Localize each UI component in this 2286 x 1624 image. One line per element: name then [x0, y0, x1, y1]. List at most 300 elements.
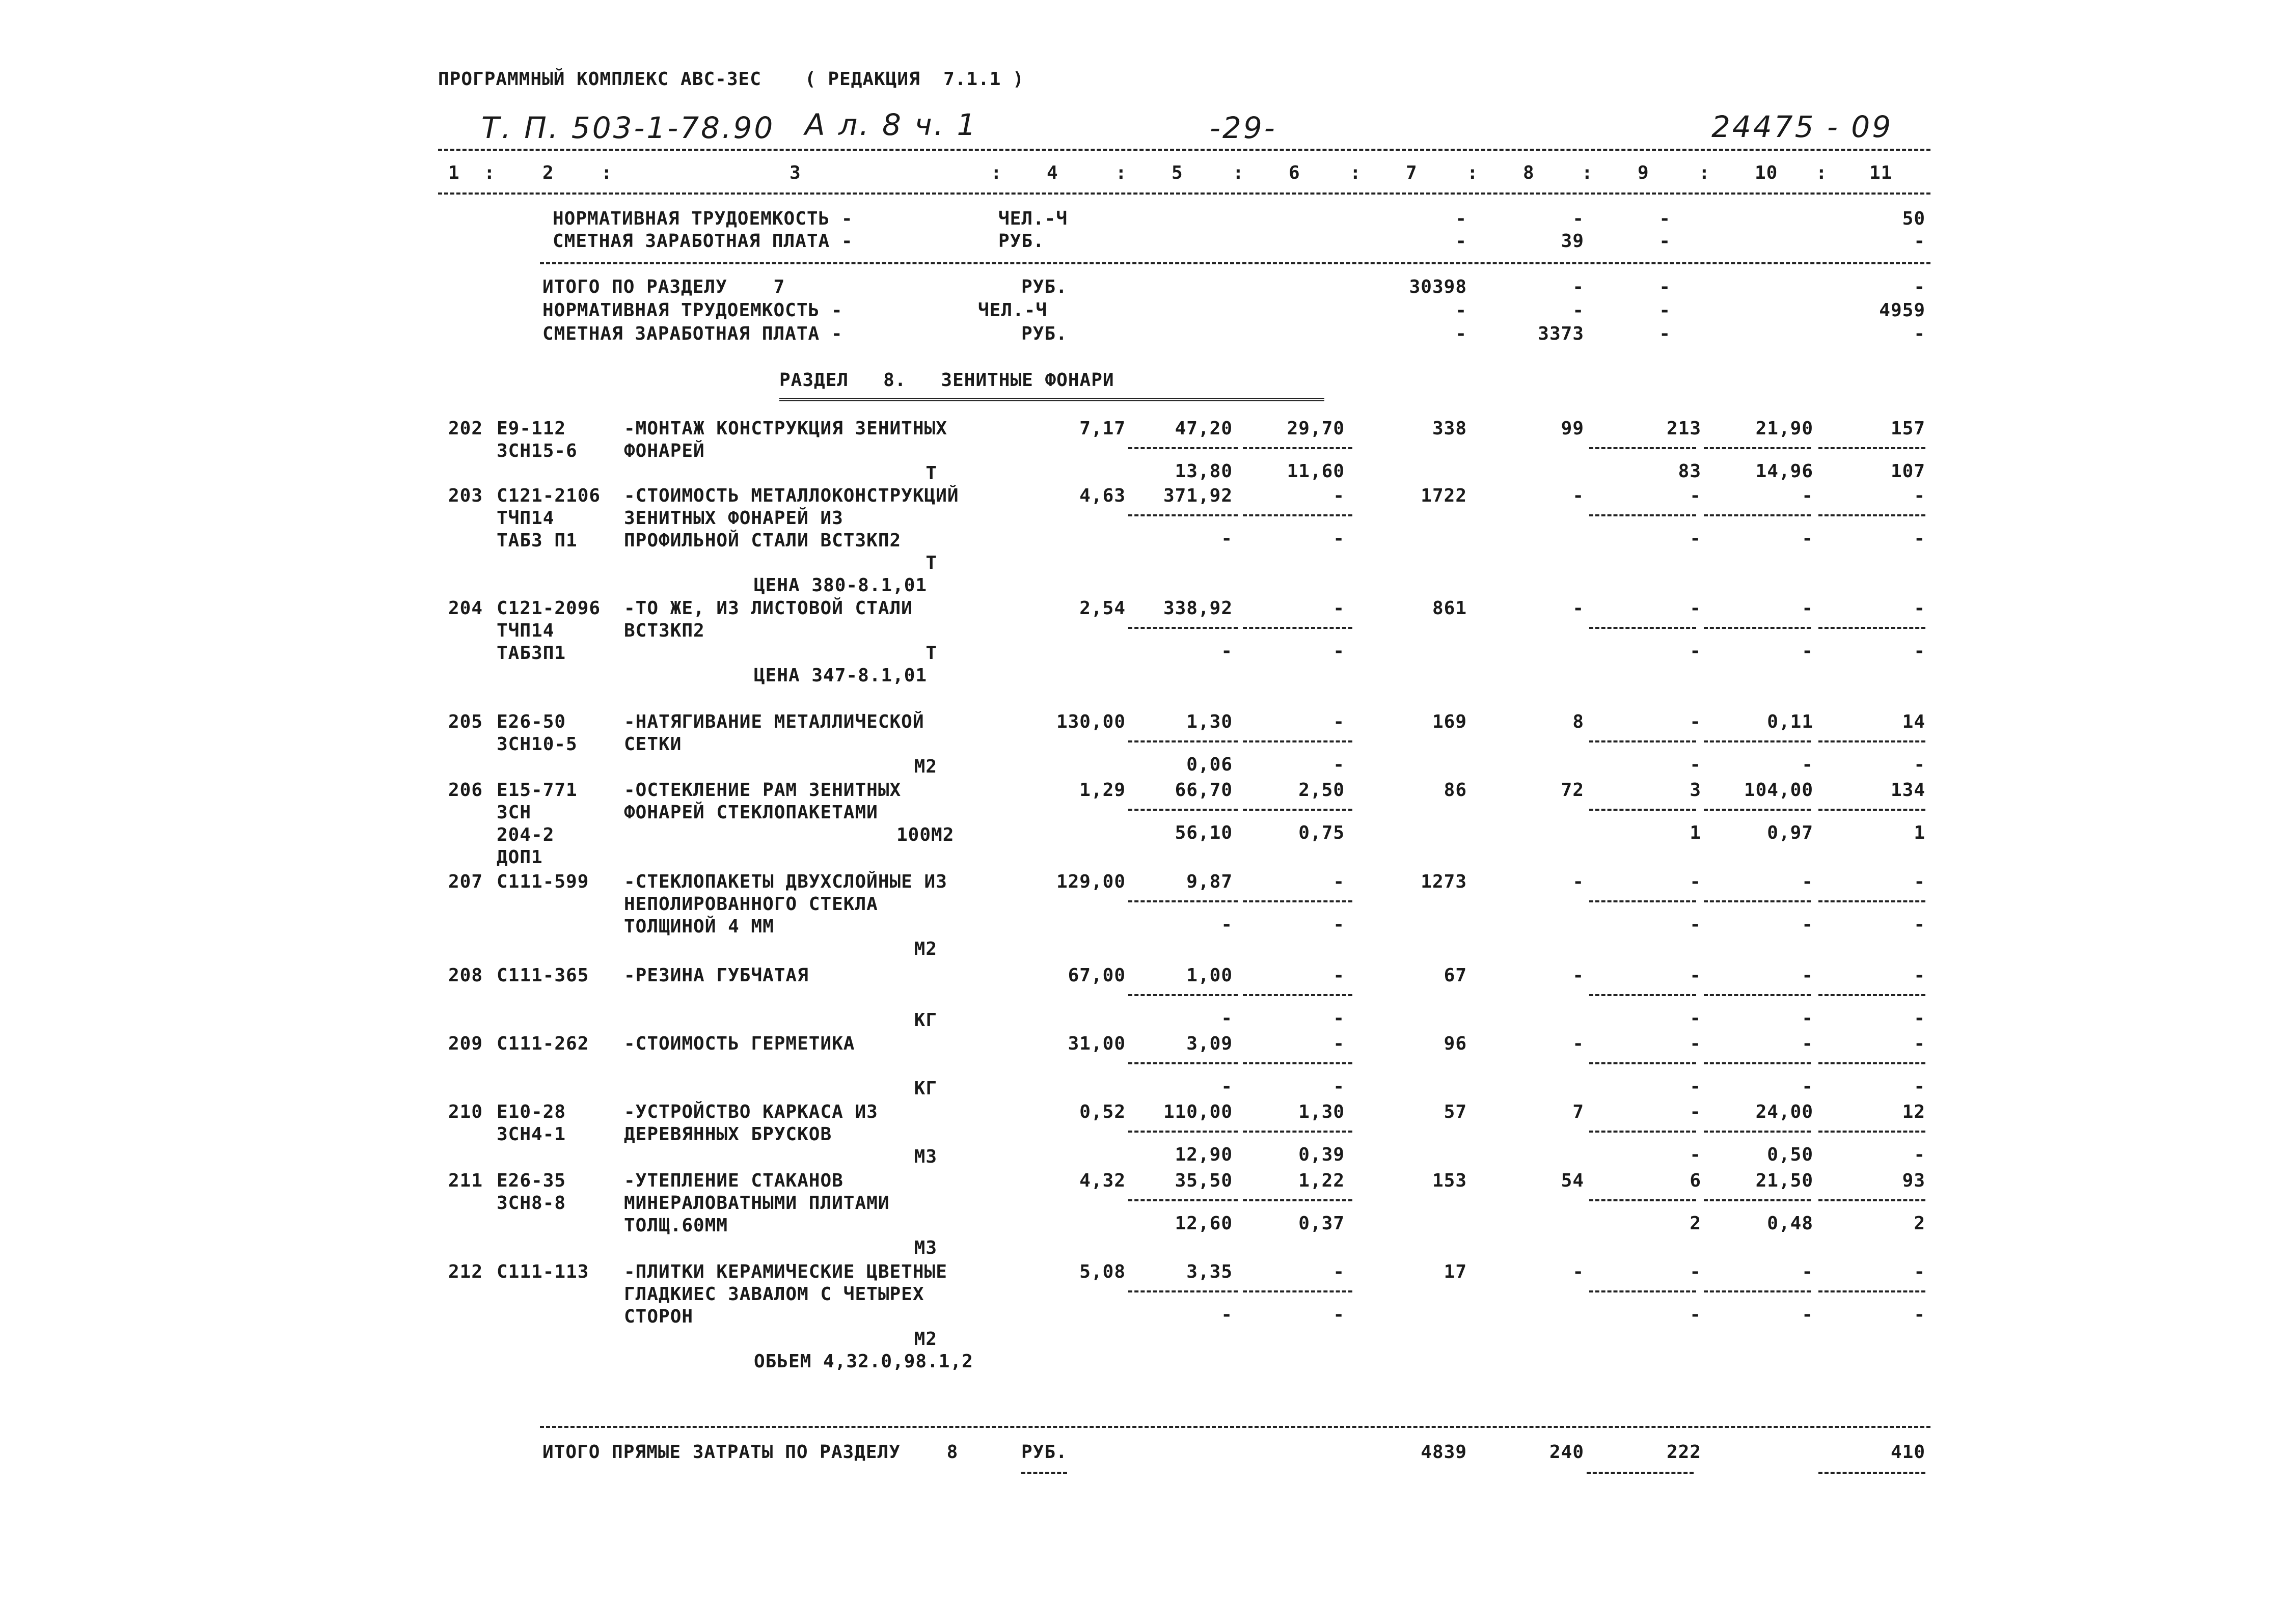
- row-description: ГЛАДКИЕС ЗАВАЛОМ С ЧЕТЫРЕХ: [624, 1284, 924, 1305]
- row-number: 209: [448, 1033, 483, 1054]
- col-sep: :: [991, 162, 1002, 183]
- cell: 4959: [1879, 300, 1925, 321]
- cell: -: [1659, 277, 1671, 297]
- cell: 50: [1902, 208, 1925, 229]
- cell-s10: 0,50: [1767, 1144, 1813, 1165]
- cell-c11: 93: [1902, 1170, 1925, 1191]
- cell-c9: -: [1690, 1261, 1701, 1282]
- cell-c6: 29,70: [1287, 418, 1345, 439]
- row-number: 210: [448, 1102, 483, 1122]
- cell-c10: -: [1802, 965, 1813, 986]
- cell-c9: -: [1690, 485, 1701, 506]
- cell-c11: -: [1914, 965, 1925, 986]
- cell-separator: [1128, 900, 1238, 902]
- cell-c8: 8: [1572, 711, 1584, 732]
- cell-c5: 9,87: [1186, 871, 1233, 892]
- col-sep: :: [1350, 162, 1362, 183]
- cell-c8: -: [1572, 1261, 1584, 1282]
- col-5: 5: [1172, 162, 1183, 183]
- cell-c7: 1722: [1421, 485, 1467, 506]
- cell-c5: 66,70: [1175, 780, 1233, 801]
- cell-s11: 2: [1914, 1213, 1925, 1234]
- row-code: Е15-771: [497, 780, 578, 801]
- cell-s6: 0,37: [1298, 1213, 1345, 1234]
- cell-c7: 57: [1444, 1102, 1467, 1122]
- cell: -: [1914, 231, 1925, 252]
- cell-separator: [1818, 994, 1925, 996]
- cell-s9: -: [1690, 1008, 1701, 1029]
- labor-unit: ЧЕЛ.-Ч: [998, 208, 1068, 229]
- col-7: 7: [1406, 162, 1418, 183]
- cell-c8: -: [1572, 1033, 1584, 1054]
- cell-c6: -: [1333, 1033, 1345, 1054]
- row-code: ЗСН8-8: [497, 1193, 566, 1214]
- cell-separator: [1818, 514, 1925, 516]
- section-title-underline: [779, 398, 1324, 401]
- cell-c11: -: [1914, 598, 1925, 619]
- cell-separator: [1704, 1062, 1811, 1064]
- row-description: -ОСТЕКЛЕНИЕ РАМ ЗЕНИТНЫХ: [624, 780, 902, 801]
- cell-s10: -: [1802, 754, 1813, 775]
- underline: [1587, 1472, 1694, 1474]
- edition: ( РЕДАКЦИЯ 7.1.1 ): [805, 69, 1024, 90]
- wage-label: СМЕТНАЯ ЗАРАБОТНАЯ ПЛАТА -: [553, 231, 853, 252]
- cell-c5: 371,92: [1163, 485, 1233, 506]
- cell-s6: -: [1333, 641, 1345, 662]
- cell-s9: -: [1690, 754, 1701, 775]
- cell-s11: 1: [1914, 822, 1925, 843]
- cell-separator: [1589, 994, 1696, 996]
- row-description: ЗЕНИТНЫХ ФОНАРЕЙ ИЗ: [624, 508, 843, 529]
- cell-c4: 7,17: [1079, 418, 1126, 439]
- total-label: ИТОГО ПРЯМЫЕ ЗАТРАТЫ ПО РАЗДЕЛУ 8: [542, 1442, 959, 1463]
- cell: 410: [1890, 1442, 1925, 1463]
- cell-c11: -: [1914, 1261, 1925, 1282]
- project-number: Т. П. 503-1-78.90: [481, 111, 775, 145]
- row-description: СЕТКИ: [624, 734, 682, 755]
- cell: -: [1914, 277, 1925, 297]
- row-code: ТАБ3П1: [497, 643, 566, 664]
- row-unit: Т: [926, 553, 937, 573]
- row-unit: М3: [914, 1237, 937, 1258]
- cell-s11: -: [1914, 1076, 1925, 1097]
- cell-separator: [1243, 1131, 1352, 1133]
- cell: -: [1572, 208, 1584, 229]
- cell-separator: [1704, 900, 1811, 902]
- cell-separator: [1128, 447, 1238, 449]
- cell-separator: [1589, 809, 1696, 811]
- cell-s10: -: [1802, 1304, 1813, 1325]
- cell: -: [1455, 208, 1467, 229]
- cell-separator: [1589, 1131, 1696, 1133]
- cell-c5: 47,20: [1175, 418, 1233, 439]
- col-sep: :: [1115, 162, 1127, 183]
- col-2: 2: [542, 162, 554, 183]
- cell-c8: -: [1572, 598, 1584, 619]
- cell-separator: [1243, 809, 1352, 811]
- row-code: С111-113: [497, 1261, 589, 1282]
- wage-unit: РУБ.: [998, 231, 1045, 252]
- cell-s10: 14,96: [1755, 461, 1813, 482]
- row-unit: 100М2: [896, 824, 955, 845]
- col-sep: :: [1699, 162, 1710, 183]
- cell-c10: 21,90: [1755, 418, 1813, 439]
- cell-c6: -: [1333, 485, 1345, 506]
- cell-s5: 12,90: [1175, 1144, 1233, 1165]
- cell-separator: [1243, 514, 1352, 516]
- col-3: 3: [790, 162, 801, 183]
- cell: -: [1914, 323, 1925, 344]
- cell-s6: -: [1333, 914, 1345, 935]
- cell-s10: -: [1802, 528, 1813, 549]
- cell-separator: [1128, 740, 1238, 742]
- cell-c6: -: [1333, 711, 1345, 732]
- labor-label: НОРМАТИВНАЯ ТРУДОЕМКОСТЬ -: [553, 208, 853, 229]
- cell-separator: [1704, 627, 1811, 629]
- cell-separator: [1243, 627, 1352, 629]
- cell-c11: -: [1914, 1033, 1925, 1054]
- row-unit: М2: [914, 1329, 937, 1350]
- cell-s9: 2: [1690, 1213, 1701, 1234]
- row-description: -СТЕКЛОПАКЕТЫ ДВУХСЛОЙНЫЕ ИЗ: [624, 871, 947, 892]
- wage-unit: РУБ.: [1021, 323, 1068, 344]
- program-title: ПРОГРАММНЫЙ КОМПЛЕКС АВС-3ЕС: [438, 69, 761, 90]
- cell-c4: 1,29: [1079, 780, 1126, 801]
- cell-s11: -: [1914, 1304, 1925, 1325]
- row-code: Е9-112: [497, 418, 566, 439]
- cell-s6: 11,60: [1287, 461, 1345, 482]
- row-description: ФОНАРЕЙ СТЕКЛОПАКЕТАМИ: [624, 802, 878, 823]
- cell-separator: [1128, 627, 1238, 629]
- cell-separator: [1704, 1131, 1811, 1133]
- row-code: ТАБ3 П1: [497, 530, 578, 551]
- section-title: РАЗДЕЛ 8. ЗЕНИТНЫЕ ФОНАРИ: [779, 370, 1114, 391]
- cell-s10: 0,97: [1767, 822, 1813, 843]
- row-price: ЦЕНА 347-8.1,01: [754, 665, 928, 686]
- row-number: 212: [448, 1261, 483, 1282]
- cell-separator: [1243, 447, 1352, 449]
- cell: 4839: [1421, 1442, 1467, 1463]
- cell-separator: [1589, 1290, 1696, 1292]
- cell-c10: 0,11: [1767, 711, 1813, 732]
- row-description: ТОЛЩИНОЙ 4 ММ: [624, 916, 774, 937]
- cell-separator: [1818, 627, 1925, 629]
- cell-c5: 1,00: [1186, 965, 1233, 986]
- cell-s6: -: [1333, 528, 1345, 549]
- cell-separator: [1589, 1062, 1696, 1064]
- cell-c7: 169: [1432, 711, 1467, 732]
- cell-s11: -: [1914, 1144, 1925, 1165]
- cell-c7: 153: [1432, 1170, 1467, 1191]
- cell-c6: 2,50: [1298, 780, 1345, 801]
- cell-c9: -: [1690, 598, 1701, 619]
- row-description: -СТОИМОСТЬ МЕТАЛЛОКОНСТРУКЦИЙ: [624, 485, 959, 506]
- cell: -: [1572, 300, 1584, 321]
- cell-c10: -: [1802, 485, 1813, 506]
- col-sep: :: [1233, 162, 1244, 183]
- cell-s5: -: [1221, 1076, 1233, 1097]
- cell-c9: -: [1690, 965, 1701, 986]
- cell-c11: 134: [1890, 780, 1925, 801]
- cell-separator: [1128, 1131, 1238, 1133]
- row-code: С121-2106: [497, 485, 601, 506]
- cell-separator: [1128, 1062, 1238, 1064]
- cell-c4: 4,63: [1079, 485, 1126, 506]
- row-code: С121-2096: [497, 598, 601, 619]
- cell-c10: 104,00: [1744, 780, 1813, 801]
- cell-s5: -: [1221, 641, 1233, 662]
- cell-c6: 1,30: [1298, 1102, 1345, 1122]
- cell-s9: 83: [1678, 461, 1701, 482]
- underline: [1818, 1472, 1925, 1474]
- row-description: СТОРОН: [624, 1306, 694, 1327]
- row-code: 204-2: [497, 824, 555, 845]
- cell-c4: 67,00: [1068, 965, 1126, 986]
- row-description: ПРОФИЛЬНОЙ СТАЛИ ВСТ3КП2: [624, 530, 902, 551]
- cell-s11: -: [1914, 641, 1925, 662]
- col-6: 6: [1289, 162, 1300, 183]
- cell-c11: 12: [1902, 1102, 1925, 1122]
- col-sep: :: [601, 162, 613, 183]
- cell: -: [1455, 300, 1467, 321]
- cell-c10: -: [1802, 1033, 1813, 1054]
- row-number: 204: [448, 598, 483, 619]
- row-code: ЗСН: [497, 802, 532, 823]
- row-number: 208: [448, 965, 483, 986]
- row-code: ЗСН4-1: [497, 1124, 566, 1145]
- cell-c7: 338: [1432, 418, 1467, 439]
- section-rule: [540, 262, 1930, 264]
- cell-c8: -: [1572, 485, 1584, 506]
- cell-s6: 0,75: [1298, 822, 1345, 843]
- total-unit: РУБ.: [1021, 277, 1068, 297]
- cell-c7: 861: [1432, 598, 1467, 619]
- cell-separator: [1704, 740, 1811, 742]
- row-unit: КГ: [914, 1078, 937, 1099]
- cell-c10: -: [1802, 871, 1813, 892]
- wage-label: СМЕТНАЯ ЗАРАБОТНАЯ ПЛАТА -: [542, 323, 843, 344]
- cell-s11: -: [1914, 1008, 1925, 1029]
- cell-c8: -: [1572, 965, 1584, 986]
- cell: -: [1659, 208, 1671, 229]
- cell: -: [1455, 323, 1467, 344]
- cell-c9: 6: [1690, 1170, 1701, 1191]
- row-description: ФОНАРЕЙ: [624, 441, 705, 461]
- cell-separator: [1243, 994, 1352, 996]
- cell-c7: 17: [1444, 1261, 1467, 1282]
- row-description: МИНЕРАЛОВАТНЫМИ ПЛИТАМИ: [624, 1193, 890, 1214]
- cell: 240: [1549, 1442, 1584, 1463]
- cell-c6: -: [1333, 598, 1345, 619]
- cell-separator: [1243, 1062, 1352, 1064]
- cell-c8: 72: [1561, 780, 1584, 801]
- cell-s6: -: [1333, 1304, 1345, 1325]
- row-code: Е10-28: [497, 1102, 566, 1122]
- cell-c8: 99: [1561, 418, 1584, 439]
- row-description: -НАТЯГИВАНИЕ МЕТАЛЛИЧЕСКОЙ: [624, 711, 924, 732]
- underline: [1021, 1472, 1067, 1474]
- cell-c11: 14: [1902, 711, 1925, 732]
- cell-c11: 157: [1890, 418, 1925, 439]
- col-sep: :: [484, 162, 496, 183]
- cell-c6: -: [1333, 871, 1345, 892]
- row-unit: Т: [926, 643, 937, 664]
- total-rule: [540, 1426, 1930, 1428]
- cell-s5: -: [1221, 1008, 1233, 1029]
- cell-c6: -: [1333, 965, 1345, 986]
- row-description: НЕПОЛИРОВАННОГО СТЕКЛА: [624, 894, 878, 915]
- cell-separator: [1589, 514, 1696, 516]
- row-unit: М2: [914, 756, 937, 777]
- cell-separator: [1704, 809, 1811, 811]
- cell-s5: -: [1221, 914, 1233, 935]
- cell-s10: -: [1802, 641, 1813, 662]
- row-code: Е26-50: [497, 711, 566, 732]
- cell-c4: 2,54: [1079, 598, 1126, 619]
- cell: 222: [1666, 1442, 1701, 1463]
- cell-s9: -: [1690, 1144, 1701, 1165]
- cell-separator: [1704, 1199, 1811, 1201]
- cell-c6: -: [1333, 1261, 1345, 1282]
- row-unit: КГ: [914, 1010, 937, 1031]
- row-number: 203: [448, 485, 483, 506]
- row-number: 211: [448, 1170, 483, 1191]
- cell-c4: 5,08: [1079, 1261, 1126, 1282]
- cell-c5: 3,09: [1186, 1033, 1233, 1054]
- row-description: -МОНТАЖ КОНСТРУКЦИЯ ЗЕНИТНЫХ: [624, 418, 947, 439]
- cell-separator: [1704, 514, 1811, 516]
- total-unit: РУБ.: [1021, 1442, 1068, 1463]
- cell-s5: -: [1221, 1304, 1233, 1325]
- document-code: 24475 - 09: [1711, 109, 1893, 144]
- cell-separator: [1128, 994, 1238, 996]
- row-number: 206: [448, 780, 483, 801]
- row-description: ВСТ3КП2: [624, 620, 705, 641]
- row-code: Е26-35: [497, 1170, 566, 1191]
- cell-s9: -: [1690, 914, 1701, 935]
- cell-separator: [1589, 447, 1696, 449]
- row-code: ТЧП14: [497, 508, 555, 529]
- col-4: 4: [1047, 162, 1058, 183]
- cell-s10: -: [1802, 1008, 1813, 1029]
- col-1: 1: [448, 162, 460, 183]
- col-8: 8: [1523, 162, 1535, 183]
- cell-separator: [1818, 809, 1925, 811]
- row-description: -ТО ЖЕ, ИЗ ЛИСТОВОЙ СТАЛИ: [624, 598, 913, 619]
- cell-s5: 56,10: [1175, 822, 1233, 843]
- cell-s9: -: [1690, 528, 1701, 549]
- cell-c4: 130,00: [1056, 711, 1126, 732]
- cell-c5: 3,35: [1186, 1261, 1233, 1282]
- row-volume: ОБЬЕМ 4,32.0,98.1,2: [754, 1351, 973, 1372]
- row-code: ЗСН15-6: [497, 441, 578, 461]
- cell-c5: 35,50: [1175, 1170, 1233, 1191]
- cell-s11: -: [1914, 754, 1925, 775]
- cell-separator: [1128, 514, 1238, 516]
- col-sep: :: [1467, 162, 1479, 183]
- cell-separator: [1589, 740, 1696, 742]
- column-rule: [438, 192, 1930, 195]
- col-sep: :: [1816, 162, 1828, 183]
- cell-separator: [1128, 809, 1238, 811]
- cell-c9: 213: [1666, 418, 1701, 439]
- cell-c10: -: [1802, 1261, 1813, 1282]
- row-description: -РЕЗИНА ГУБЧАТАЯ: [624, 965, 809, 986]
- album-number: А л. 8 ч. 1: [805, 107, 978, 142]
- cell: -: [1572, 277, 1584, 297]
- row-description: -УТЕПЛЕНИЕ СТАКАНОВ: [624, 1170, 843, 1191]
- total-label: ИТОГО ПО РАЗДЕЛУ 7: [542, 277, 785, 297]
- cell-s10: -: [1802, 1076, 1813, 1097]
- col-sep: :: [1582, 162, 1593, 183]
- cell-s11: -: [1914, 914, 1925, 935]
- cell-s9: 1: [1690, 822, 1701, 843]
- cell-c5: 338,92: [1163, 598, 1233, 619]
- cell-s6: 0,39: [1298, 1144, 1345, 1165]
- row-code: С111-599: [497, 871, 589, 892]
- cell-c7: 96: [1444, 1033, 1467, 1054]
- labor-unit: ЧЕЛ.-Ч: [978, 300, 1048, 321]
- cell-s5: 0,06: [1186, 754, 1233, 775]
- cell-s6: -: [1333, 1076, 1345, 1097]
- cell-c9: -: [1690, 1102, 1701, 1122]
- cell-c5: 1,30: [1186, 711, 1233, 732]
- row-unit: М3: [914, 1146, 937, 1167]
- labor-label: НОРМАТИВНАЯ ТРУДОЕМКОСТЬ -: [542, 300, 843, 321]
- cell-separator: [1818, 1131, 1925, 1133]
- cell-separator: [1818, 1062, 1925, 1064]
- row-description: ТОЛЩ.60ММ: [624, 1215, 728, 1236]
- cell-s9: -: [1690, 1304, 1701, 1325]
- cell-separator: [1589, 900, 1696, 902]
- cell-c4: 129,00: [1056, 871, 1126, 892]
- row-number: 205: [448, 711, 483, 732]
- cell: 30398: [1409, 277, 1467, 297]
- cell-c9: -: [1690, 1033, 1701, 1054]
- cell-s11: -: [1914, 528, 1925, 549]
- cell-separator: [1243, 740, 1352, 742]
- cell-c10: 21,50: [1755, 1170, 1813, 1191]
- cell-c8: 7: [1572, 1102, 1584, 1122]
- cell: -: [1659, 323, 1671, 344]
- cell: -: [1659, 300, 1671, 321]
- cell: -: [1455, 231, 1467, 252]
- cell-s10: 0,48: [1767, 1213, 1813, 1234]
- row-code: С111-365: [497, 965, 589, 986]
- row-number: 207: [448, 871, 483, 892]
- cell: 3373: [1538, 323, 1584, 344]
- cell-separator: [1818, 1290, 1925, 1292]
- cell-separator: [1589, 627, 1696, 629]
- cell-separator: [1818, 1199, 1925, 1201]
- row-description: -УСТРОЙСТВО КАРКАСА ИЗ: [624, 1102, 878, 1122]
- cell-separator: [1589, 1199, 1696, 1201]
- row-code: ЗСН10-5: [497, 734, 578, 755]
- row-code: ТЧП14: [497, 620, 555, 641]
- cell-c7: 67: [1444, 965, 1467, 986]
- cell-separator: [1818, 740, 1925, 742]
- cell-s5: 12,60: [1175, 1213, 1233, 1234]
- cell-s9: -: [1690, 1076, 1701, 1097]
- row-code: С111-262: [497, 1033, 589, 1054]
- cell-c9: -: [1690, 871, 1701, 892]
- cell-s10: -: [1802, 914, 1813, 935]
- row-description: -ПЛИТКИ КЕРАМИЧЕСКИЕ ЦВЕТНЫЕ: [624, 1261, 947, 1282]
- row-code: ДОП1: [497, 847, 543, 868]
- cell-c5: 110,00: [1163, 1102, 1233, 1122]
- cell-separator: [1704, 447, 1811, 449]
- col-10: 10: [1755, 162, 1778, 183]
